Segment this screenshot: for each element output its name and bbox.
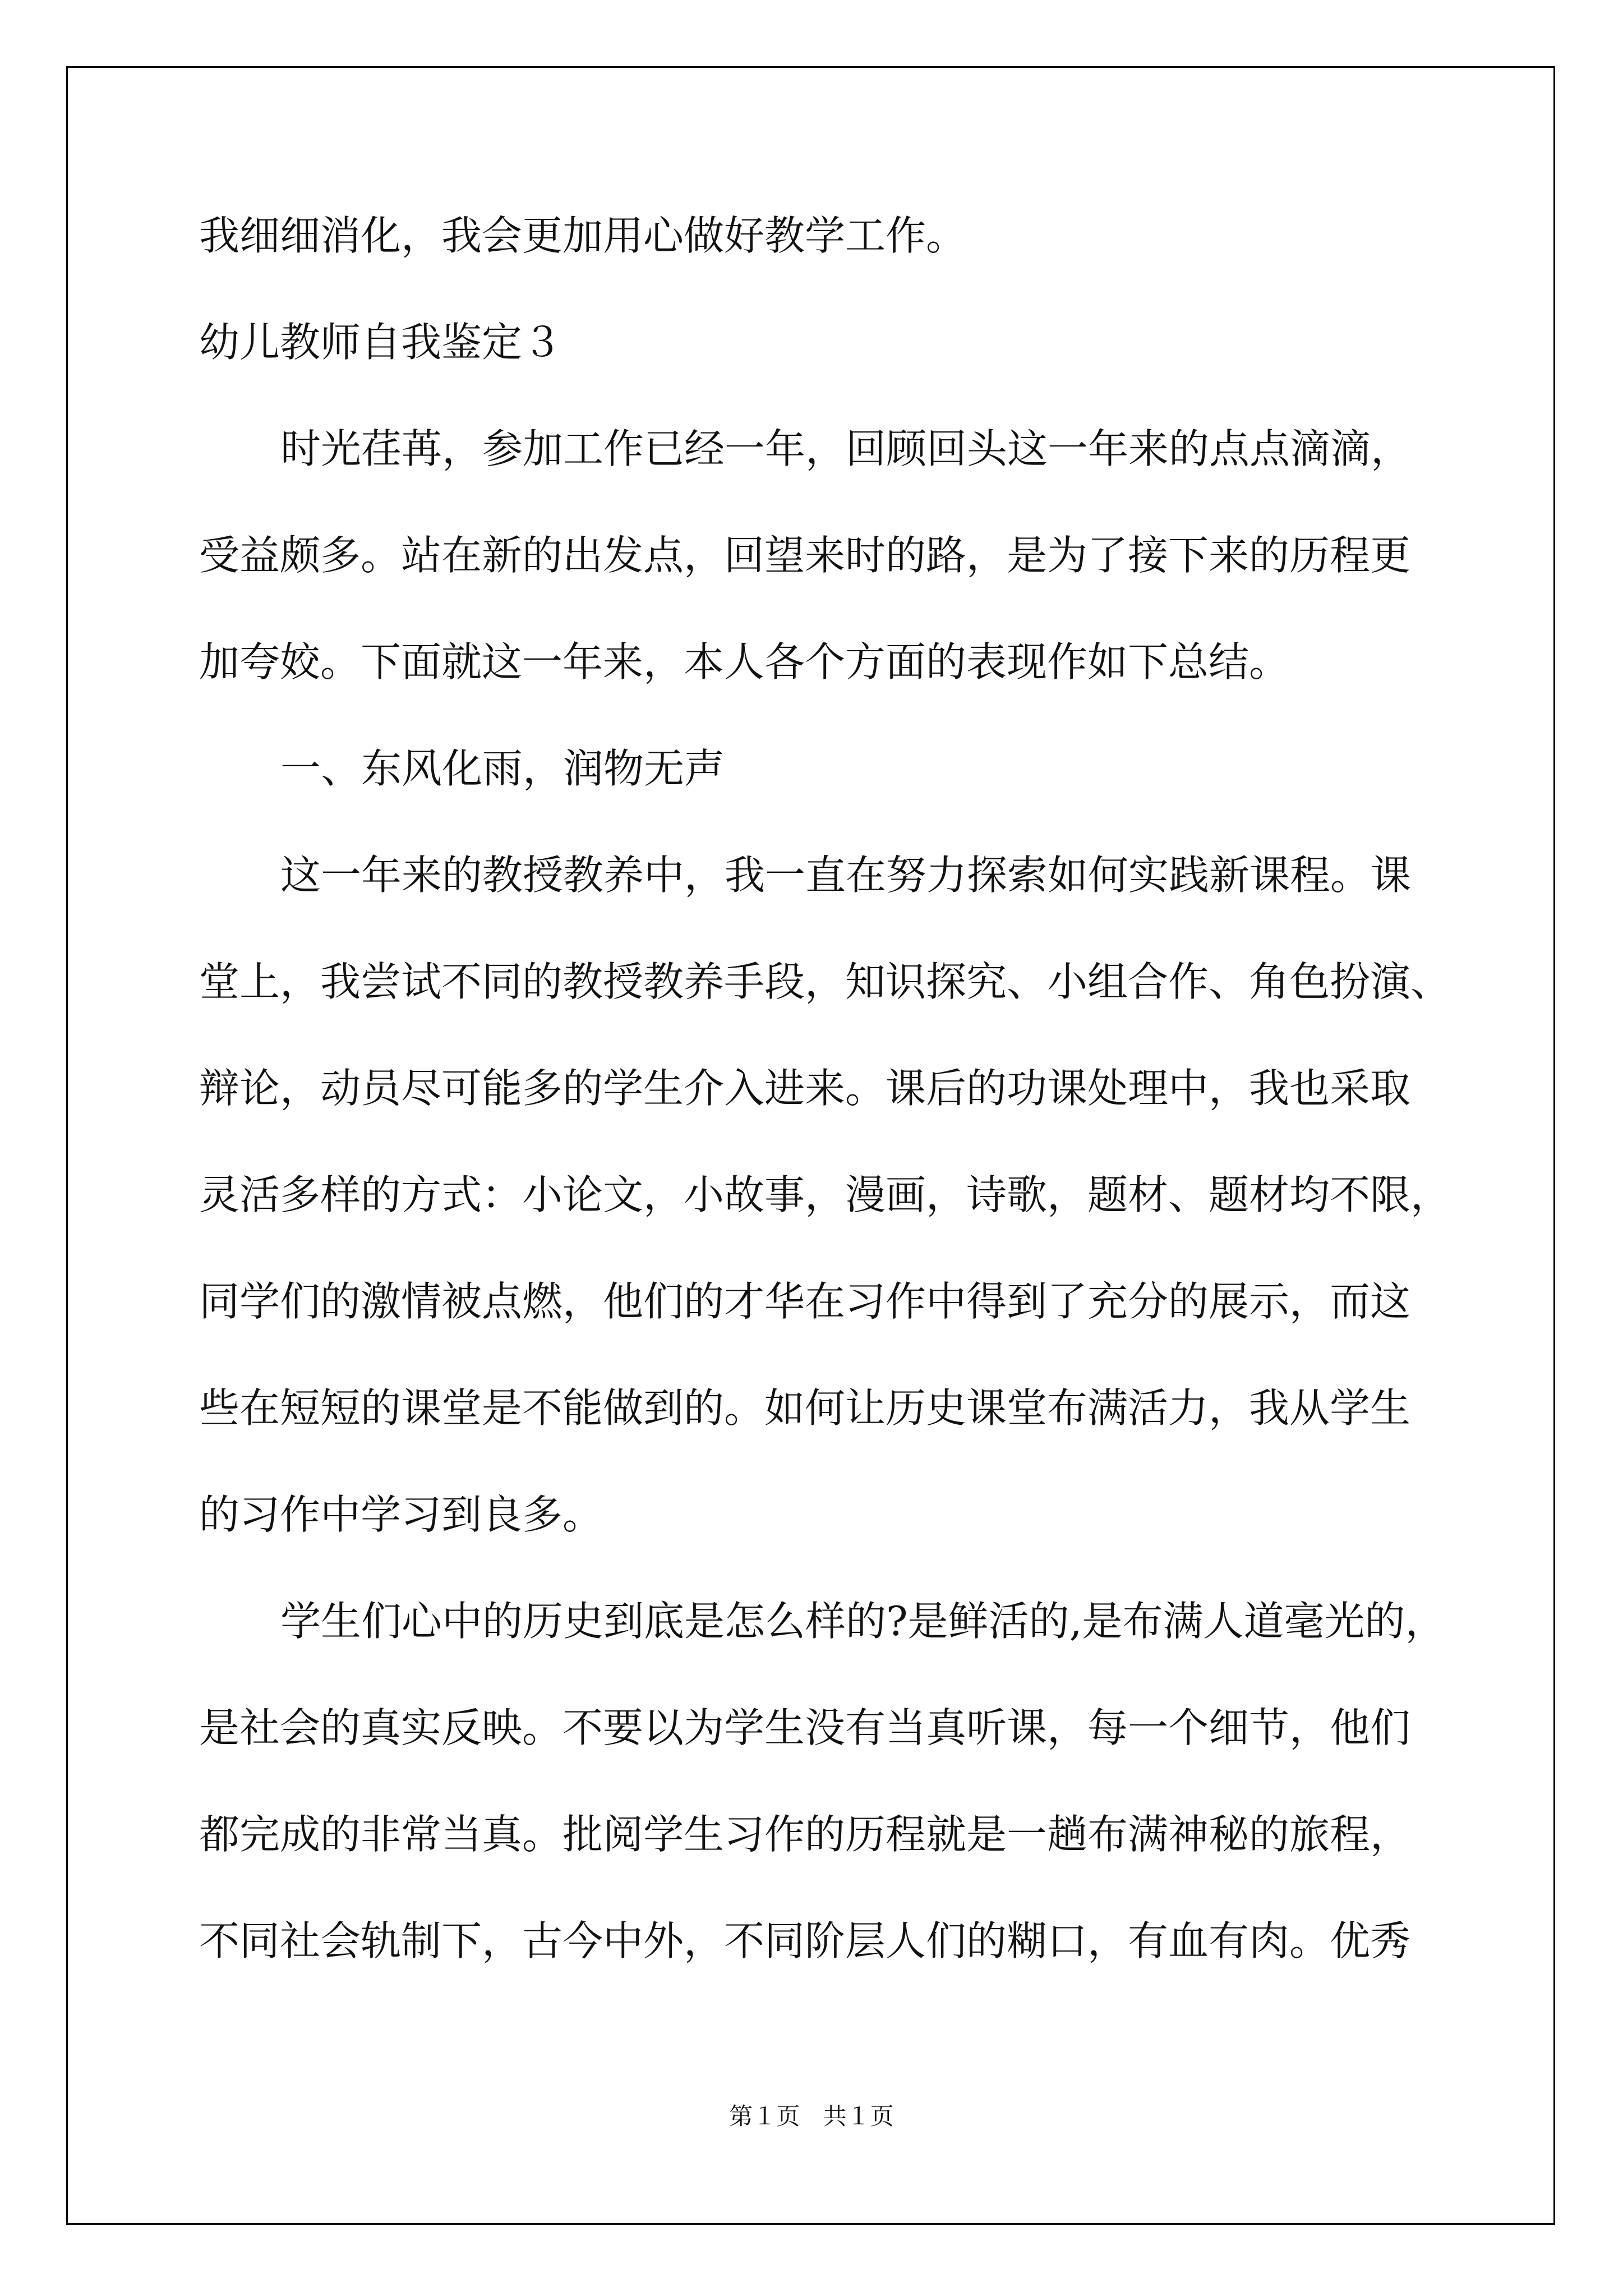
text-line: 是社会的真实反映。不要以为学生没有当真听课，每一个细节，他们 bbox=[199, 1704, 1411, 1751]
section-heading: 幼儿教师自我鉴定３ bbox=[199, 319, 563, 366]
text-line: 受益颇多。站在新的出发点，回望来时的路，是为了接下来的历程更 bbox=[199, 532, 1411, 579]
text-line: 时光荏苒，参加工作已经一年，回顾回头这一年来的点点滴滴， bbox=[280, 425, 1412, 472]
text-line: 辩论，动员尽可能多的学生介入进来。课后的功课处理中，我也采取 bbox=[199, 1065, 1411, 1112]
subsection-heading: 一、东风化雨，润物无声 bbox=[280, 745, 725, 792]
page-footer bbox=[0, 2098, 1623, 2132]
text-line: 都完成的非常当真。批阅学生习作的历程就是一趟布满神秘的旅程， bbox=[199, 1811, 1411, 1858]
document-body bbox=[199, 208, 1451, 2019]
text-line: 不同社会轨制下，古今中外，不同阶层人们的糊口，有血有肉。优秀 bbox=[199, 1917, 1411, 1964]
page-number: 第１页 bbox=[729, 2102, 800, 2130]
page-total: 共１页 bbox=[823, 2102, 894, 2130]
text-line: 的习作中学习到良多。 bbox=[199, 1491, 603, 1538]
text-line: 同学们的激情被点燃，他们的才华在习作中得到了充分的展示，而这 bbox=[199, 1278, 1411, 1325]
text-line: 这一年来的教授教养中，我一直在努力探索如何实践新课程。课 bbox=[280, 852, 1412, 899]
text-line: 学生们心中的历史到底是怎么样的?是鲜活的,是布满人道毫光的， bbox=[280, 1598, 1446, 1645]
text-line: 我细细消化，我会更加用心做好教学工作。 bbox=[199, 212, 967, 259]
text-line: 些在短短的课堂是不能做到的。如何让历史课堂布满活力，我从学生 bbox=[199, 1384, 1411, 1432]
text-line: 灵活多样的方式：小论文，小故事，漫画，诗歌，题材、题材均不限， bbox=[199, 1171, 1451, 1218]
text-line: 加夸姣。下面就这一年来，本人各个方面的表现作如下总结。 bbox=[199, 638, 1290, 685]
text-line: 堂上，我尝试不同的教授教养手段，知识探究、小组合作、角色扮演、 bbox=[199, 958, 1451, 1005]
